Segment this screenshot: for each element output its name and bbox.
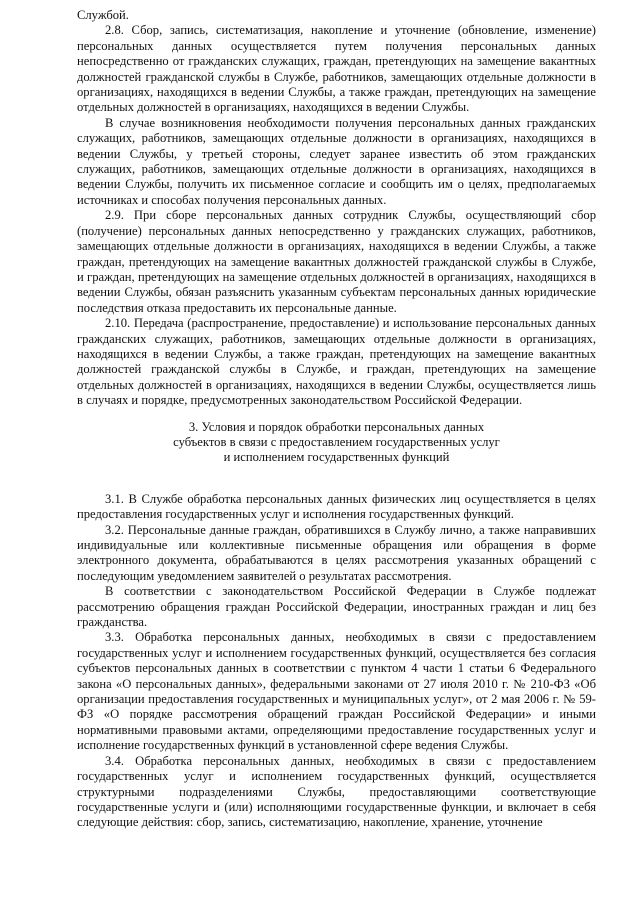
section-3-heading [77, 420, 596, 466]
paragraph-2-9: 2.9. При сборе персональных данных сотрудник Службы, осуществляющий сбор (получение) персональных данных непосредственно у гражданских служащих, работников, замещающих отдельные должности в организациях, находящихся в ведении Службы, а также граждан, претендующих на замещение вакантных должностей гражданской службы в Службе, и граждан, претендующих на замещение отдельных должностей в организациях, находящихся в ведении Службы, обязан разъяснить указанным субъектам персональных данных юридические последствия отказа предоставить их персональные данные. [77, 208, 596, 315]
section-heading-line: субъектов в связи с предоставлением государственных услуг [173, 434, 500, 449]
paragraph-continuation: Службой. [77, 8, 129, 22]
paragraph-2-10: 2.10. Передача (распространение, предоставление) и использование персональных данных гражданских служащих, работников, замещающих отдельные должности в организациях, находящихся в ведении Службы, а также граждан, претендующих на замещение вакантных должностей гражданской службы в Службе, и граждан, претендующих на замещение отдельных должностей в организациях, находящихся в ведении Службы, осуществляется лишь в случаях и порядке, предусмотренных законодательством Российской Федерации. [77, 316, 596, 408]
spacer [77, 409, 596, 420]
section-heading-line: 3. Условия и порядок обработки персональных данных [188, 419, 485, 434]
paragraph-3-4: 3.4. Обработка персональных данных, необходимых в связи с предоставлением государственных услуг и исполнением государственных функций, осуществляется структурными подразделениями Службы, предоставляющими соответствующие государственные услуги и (или) исполняющими государственные функции, и включает в себя следующие действия: сбор, запись, систематизацию, накопление, хранение, уточнение [77, 753, 596, 830]
paragraph-2-8: 2.8. Сбор, запись, систематизация, накопление и уточнение (обновление, изменение) персональных данных осуществляется путем получения персональных данных непосредственно от гражданских служащих, граждан, претендующих на замещение вакантных должностей гражданской службы в Службе, работников, замещающих отдельные должности в организациях, находящихся в ведении Службы, а также граждан, претендующих на замещение отдельных должностей в организациях, находящихся в ведении Службы. [77, 23, 596, 115]
paragraph-3-2: 3.2. Персональные данные граждан, обратившихся в Службу лично, а также направивших индивидуальные или коллективные письменные обращения или обращения в форме электронного документа, обрабатываются в целях рассмотрения указанных обращений с последующим уведомлением заявителей о результатах рассмотрения. [77, 522, 596, 583]
document-body [77, 8, 596, 831]
section-heading-line: и исполнением государственных функций [223, 450, 450, 465]
spacer [77, 466, 596, 492]
paragraph-3-1: 3.1. В Службе обработка персональных данных физических лиц осуществляется в целях предоставления государственных услуг и исполнения государственных функций. [77, 491, 596, 522]
paragraph-3-2-legislation: В соответствии с законодательством Российской Федерации в Службе подлежат рассмотрению обращения граждан Российской Федерации, иностранных граждан и лиц без гражданства. [77, 584, 596, 630]
paragraph-2-8-third-party: В случае возникновения необходимости получения персональных данных гражданских служащих, работников, замещающих отдельные должности в организациях, находящихся в ведении Службы, у третьей стороны, следует заранее известить об этом гражданских служащих, работников, замещающих отдельные должности в организациях, находящихся в ведении Службы, получить их письменное согласие и сообщить им о целях, предполагаемых источниках и способах получения персональных данных. [77, 115, 596, 207]
paragraph-3-3: 3.3. Обработка персональных данных, необходимых в связи с предоставлением государственных услуг и исполнением государственных функций, осуществляется без согласия субъектов персональных данных в соответствии с пунктом 4 части 1 статьи 6 Федерального закона «О персональных данных», федеральными законами от 27 июля 2010 г. № 210-ФЗ «Об организации предоставления государственных и муниципальных услуг», от 2 мая 2006 г. № 59-ФЗ «О порядке рассмотрения обращений граждан Российской Федерации» и иными нормативными правовыми актами, определяющими предоставление государственных услуг и исполнение государственных функций в установленной сфере ведения Службы. [77, 630, 596, 753]
